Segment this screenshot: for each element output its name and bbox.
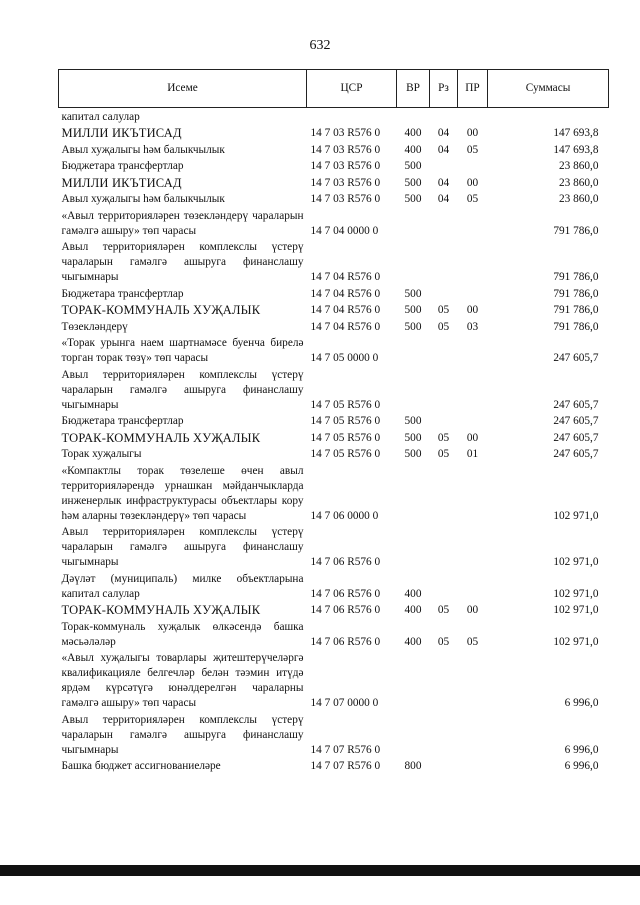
cell-pr: 05 xyxy=(466,635,479,648)
cell-vr xyxy=(397,650,430,712)
cell-sum: 247 605,7 xyxy=(553,352,599,364)
table-row xyxy=(59,239,609,286)
cell-rz: 05 xyxy=(437,320,450,333)
table-row xyxy=(59,141,609,158)
cell-sum: 247 605,7 xyxy=(553,415,599,427)
cell-sum: 147 693,8 xyxy=(553,127,599,139)
cell-sum xyxy=(488,108,609,125)
cell-sum: 791 786,0 xyxy=(553,320,599,333)
table-row xyxy=(59,207,609,239)
cell-name: «Авыл территорияләрен төзекләндерү чараларын гамәлгә ашыру» төп чарасы xyxy=(61,209,304,237)
table-body xyxy=(59,108,609,775)
cell-pr xyxy=(458,758,488,775)
cell-csr: 14 7 05 0000 0 xyxy=(310,352,379,364)
cell-csr xyxy=(307,108,397,125)
table-row xyxy=(59,446,609,463)
cell-name: ТОРАК-КОММУНАЛЬ ХУҖАЛЫК xyxy=(61,303,261,317)
header-rz: Рз xyxy=(430,70,458,108)
cell-csr: 14 7 03 R576 0 xyxy=(310,193,381,205)
cell-sum: 791 786,0 xyxy=(553,271,599,283)
table-row xyxy=(59,158,609,175)
table-header xyxy=(59,70,609,108)
cell-name: ТОРАК-КОММУНАЛЬ ХУҖАЛЫК xyxy=(61,603,261,617)
cell-rz xyxy=(430,285,458,302)
cell-name: «Торак урынга наем шартнамәсе буенча бирелә торган торак төзү» төп чарасы xyxy=(61,337,304,364)
cell-csr: 14 7 05 R576 0 xyxy=(310,448,381,460)
cell-name: Авыл территорияләрен комплекслы үстерү чараларын гамәлгә ашыруга финанслашу чыгымнары xyxy=(61,368,304,411)
cell-csr: 14 7 07 R576 0 xyxy=(310,760,381,772)
cell-rz xyxy=(430,413,458,430)
cell-vr: 500 xyxy=(404,415,422,427)
cell-sum: 6 996,0 xyxy=(564,697,599,709)
header-csr: ЦСР xyxy=(307,70,397,108)
cell-pr: 00 xyxy=(466,304,479,316)
cell-rz xyxy=(430,711,458,758)
cell-pr: 00 xyxy=(466,431,479,444)
cell-name: Авыл хуҗалыгы һәм балыкчылык xyxy=(61,193,225,205)
cell-csr: 14 7 05 R576 0 xyxy=(310,398,381,411)
cell-vr: 500 xyxy=(404,320,422,333)
table-row xyxy=(59,650,609,712)
cell-name: Авыл территорияләрен комплекслы үстерү чараларын гамәлгә ашыруга финанслашу чыгымнары xyxy=(61,241,304,283)
cell-vr: 500 xyxy=(404,287,422,300)
cell-rz: 04 xyxy=(437,176,450,189)
cell-vr: 400 xyxy=(404,127,422,139)
cell-rz xyxy=(430,366,458,413)
cell-pr: 03 xyxy=(466,320,479,333)
cell-csr: 14 7 06 R576 0 xyxy=(310,635,381,648)
cell-csr: 14 7 04 R576 0 xyxy=(310,320,381,333)
cell-csr: 14 7 06 0000 0 xyxy=(310,509,379,522)
cell-pr: 01 xyxy=(466,448,479,460)
cell-vr: 500 xyxy=(404,160,422,172)
table-row xyxy=(59,570,609,602)
cell-vr xyxy=(397,462,430,524)
table-row xyxy=(59,125,609,142)
cell-pr: 05 xyxy=(466,193,479,205)
cell-pr xyxy=(458,711,488,758)
cell-name: Бюджетара трансфертлар xyxy=(61,287,184,300)
table-row xyxy=(59,366,609,413)
cell-csr: 14 7 03 R576 0 xyxy=(310,143,381,156)
cell-pr xyxy=(458,524,488,571)
cell-pr xyxy=(458,366,488,413)
cell-rz xyxy=(430,108,458,125)
cell-vr: 400 xyxy=(404,635,422,648)
cell-csr: 14 7 06 R576 0 xyxy=(310,604,381,616)
cell-rz xyxy=(430,462,458,524)
cell-csr: 14 7 04 0000 0 xyxy=(310,224,379,237)
cell-sum: 6 996,0 xyxy=(564,760,599,772)
cell-csr: 14 7 03 R576 0 xyxy=(310,176,381,189)
cell-vr: 400 xyxy=(404,587,422,600)
cell-sum: 247 605,7 xyxy=(553,431,599,444)
header-sum: Суммасы xyxy=(488,70,609,108)
cell-sum: 791 786,0 xyxy=(553,287,599,300)
cell-name: Башка бюджет ассигнованиеләре xyxy=(61,760,221,772)
cell-name: Торак хуҗалыгы xyxy=(61,448,142,460)
cell-sum: 247 605,7 xyxy=(553,448,599,460)
cell-rz: 05 xyxy=(437,431,450,444)
cell-rz xyxy=(430,524,458,571)
cell-rz xyxy=(430,239,458,286)
cell-csr: 14 7 04 R576 0 xyxy=(310,287,381,300)
cell-sum: 247 605,7 xyxy=(553,398,599,411)
cell-csr: 14 7 07 R576 0 xyxy=(310,743,381,756)
table-row xyxy=(59,318,609,335)
cell-name: Авыл территорияләрен комплекслы үстерү чараларын гамәлгә ашыруга финанслашу чыгымнары xyxy=(61,526,304,568)
cell-rz: 04 xyxy=(437,193,450,205)
cell-name: капитал салулар xyxy=(61,110,140,123)
cell-name: МИЛЛИ ИКЪТИСАД xyxy=(61,175,182,190)
cell-pr xyxy=(458,285,488,302)
cell-name: МИЛЛИ ИКЪТИСАД xyxy=(61,126,182,140)
cell-pr: 05 xyxy=(466,143,479,156)
table-row xyxy=(59,711,609,758)
cell-pr xyxy=(458,158,488,175)
cell-sum: 102 971,0 xyxy=(553,587,599,600)
cell-sum: 23 860,0 xyxy=(558,160,599,172)
cell-csr: 14 7 03 R576 0 xyxy=(310,160,381,172)
cell-vr xyxy=(397,711,430,758)
cell-pr: 00 xyxy=(466,604,479,616)
cell-name: Төзекләндерү xyxy=(61,320,128,333)
cell-sum: 102 971,0 xyxy=(553,556,599,568)
cell-sum: 102 971,0 xyxy=(553,509,599,522)
cell-csr: 14 7 05 R576 0 xyxy=(310,415,381,427)
cell-vr xyxy=(397,366,430,413)
cell-rz: 05 xyxy=(437,304,450,316)
cell-sum: 147 693,8 xyxy=(553,143,599,156)
table-row xyxy=(59,758,609,775)
cell-name: Торак-коммуналь хуҗалык өлкәсендә башка мәсьәләләр xyxy=(61,620,304,648)
table-row xyxy=(59,108,609,125)
cell-vr: 500 xyxy=(404,448,422,460)
budget-table xyxy=(58,69,609,774)
cell-pr xyxy=(458,108,488,125)
cell-csr: 14 7 04 R576 0 xyxy=(310,271,381,283)
table-row xyxy=(59,335,609,367)
header-pr: ПР xyxy=(458,70,488,108)
table-row xyxy=(59,602,609,619)
cell-name: Бюджетара трансфертлар xyxy=(61,160,184,172)
cell-pr xyxy=(458,462,488,524)
cell-name: ТОРАК-КОММУНАЛЬ ХУҖАЛЫК xyxy=(61,430,261,445)
cell-vr xyxy=(397,239,430,286)
table-row xyxy=(59,174,609,191)
header-name: Исеме xyxy=(59,70,307,108)
cell-rz: 04 xyxy=(437,127,450,139)
cell-pr xyxy=(458,650,488,712)
cell-name: Авыл хуҗалыгы һәм балыкчылык xyxy=(61,143,225,156)
cell-rz: 05 xyxy=(437,448,450,460)
cell-rz xyxy=(430,335,458,367)
cell-rz xyxy=(430,158,458,175)
cell-sum: 791 786,0 xyxy=(553,224,599,237)
cell-vr: 400 xyxy=(404,143,422,156)
cell-vr xyxy=(397,335,430,367)
cell-name: «Компактлы торак төзелеше өчен авыл территорияләрендә урнашкан мәйданчыкларда инженерлык инфраструктурасы объектлары кору һәм аларны төзекләндерү» төп чарасы xyxy=(61,464,304,522)
cell-csr: 14 7 03 R576 0 xyxy=(310,127,381,139)
cell-name: Авыл территорияләрен комплекслы үстерү чараларын гамәлгә ашыруга финанслашу чыгымнары xyxy=(61,713,304,756)
cell-rz: 05 xyxy=(437,604,450,616)
cell-rz xyxy=(430,570,458,602)
cell-rz xyxy=(430,207,458,239)
cell-name: «Авыл хуҗалыгы товарлары җитештерүчеләргә квалификацияле белгечләр белән тәэмин итүдә ярдәм күрсәтүгә юнәлдерелгән чараларны гамәлгә ашыру» төп чарасы xyxy=(61,652,304,709)
cell-sum: 102 971,0 xyxy=(553,604,599,616)
cell-rz xyxy=(430,758,458,775)
table-row xyxy=(59,618,609,650)
cell-vr: 500 xyxy=(404,193,422,205)
cell-pr xyxy=(458,207,488,239)
cell-vr: 500 xyxy=(404,176,422,189)
table-row xyxy=(59,429,609,446)
page-number: 632 xyxy=(309,38,331,53)
cell-vr xyxy=(397,524,430,571)
cell-sum: 102 971,0 xyxy=(553,635,599,648)
cell-sum: 6 996,0 xyxy=(564,743,599,756)
cell-vr: 400 xyxy=(404,604,422,616)
cell-rz: 05 xyxy=(437,635,450,648)
cell-vr: 800 xyxy=(404,760,422,772)
cell-vr: 500 xyxy=(404,304,422,316)
table-row xyxy=(59,524,609,571)
cell-csr: 14 7 04 R576 0 xyxy=(310,304,381,316)
cell-pr: 00 xyxy=(466,127,479,139)
cell-pr xyxy=(458,570,488,602)
cell-name: Бюджетара трансфертлар xyxy=(61,415,184,427)
table-row xyxy=(59,285,609,302)
cell-csr: 14 7 06 R576 0 xyxy=(310,556,381,568)
table-row xyxy=(59,413,609,430)
cell-csr: 14 7 06 R576 0 xyxy=(310,587,381,600)
cell-pr xyxy=(458,239,488,286)
cell-vr xyxy=(397,108,430,125)
header-vr: ВР xyxy=(397,70,430,108)
cell-sum: 23 860,0 xyxy=(558,176,599,189)
cell-csr: 14 7 07 0000 0 xyxy=(310,697,379,709)
table-row xyxy=(59,462,609,524)
cell-sum: 23 860,0 xyxy=(558,193,599,205)
table-row xyxy=(59,302,609,319)
cell-pr xyxy=(458,335,488,367)
cell-name: Дәүләт (муниципаль) милке объектларына капитал салулар xyxy=(61,572,304,600)
cell-csr: 14 7 05 R576 0 xyxy=(310,431,381,444)
cell-rz: 04 xyxy=(437,143,450,156)
cell-pr: 00 xyxy=(466,176,479,189)
cell-pr xyxy=(458,413,488,430)
cell-sum: 791 786,0 xyxy=(553,304,599,316)
cell-vr xyxy=(397,207,430,239)
scan-bottom-border xyxy=(0,865,640,876)
table-row xyxy=(59,191,609,208)
cell-rz xyxy=(430,650,458,712)
cell-vr: 500 xyxy=(404,431,422,444)
